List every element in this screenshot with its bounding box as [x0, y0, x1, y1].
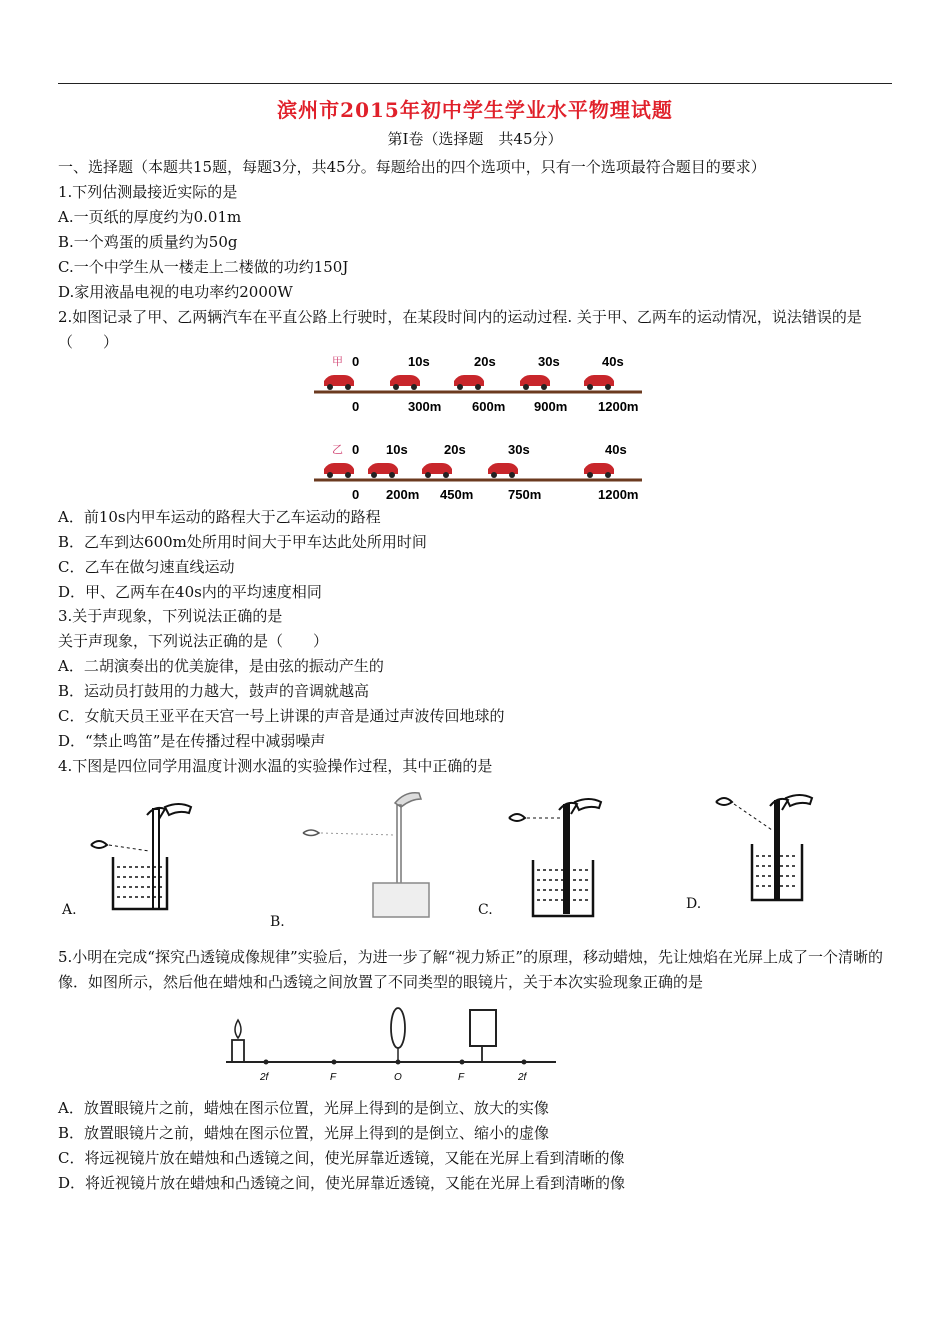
car-b-dist-4: 1200m [598, 487, 639, 502]
car-a-time-1: 10s [408, 354, 430, 369]
axis-label-f-left: F [330, 1072, 337, 1083]
screen-icon [470, 1010, 496, 1046]
q3-stem-repeat: 关于声现象，下列说法正确的是（ ） [58, 632, 329, 650]
q5-stem: 5.小明在完成“探究凸透镜成像规律”实验后，为进一步了解“视力矫正”的原理，移动蜡烛，先让烛焰在光屏上成了一个清晰的像．如图所示，然后他在蜡烛和凸透镜之间放置了不同类型的眼镜片，关于本次实验现象正确的是 [58, 948, 883, 991]
car-b-track [314, 442, 642, 502]
q4-label-a: A. [62, 902, 77, 918]
q5-option-a: A．放置眼镜片之前，蜡烛在图示位置，光屏上得到的是倒立、放大的实像 [58, 1099, 549, 1117]
car-a-dist-0: 0 [352, 399, 360, 414]
q5-lens-figure [222, 1006, 562, 1092]
q1-option-b: B.一个鸡蛋的质量约为50g [58, 233, 238, 251]
car-b-dist-1: 200m [386, 487, 420, 502]
q2-stem: 2.如图记录了甲、乙两辆汽车在平直公路上行驶时，在某段时间内的运动过程. 关于甲、乙两车的运动情况，说法错误的是（ ） [58, 308, 862, 351]
q4-thermometer-d [712, 790, 832, 910]
car-a-time-3: 30s [538, 354, 560, 369]
car-b-time-2: 20s [444, 442, 466, 457]
car-a-cars [324, 375, 614, 390]
q2-option-d: D．甲、乙两车在40s内的平均速度相同 [58, 583, 322, 601]
q2-option-c: C．乙车在做匀速直线运动 [58, 558, 235, 576]
q2-car-motion-figure [312, 350, 647, 502]
axis-label-o: O [394, 1072, 402, 1083]
q4-label-c: C. [478, 902, 493, 918]
axis-label-2f-left: 2f [260, 1072, 269, 1083]
car-a-dist-2: 600m [472, 399, 506, 414]
axis-label-f-right: F [458, 1072, 465, 1083]
page-title: 滨州市2015年初中学生学业水平物理试题 [277, 98, 673, 122]
q2-option-a: A．前10s内甲车运动的路程大于乙车运动的路程 [58, 508, 381, 526]
q3-option-c: C．女航天员王亚平在天宫一号上讲课的声音是通过声波传回地球的 [58, 707, 505, 725]
q3-stem: 3.关于声现象，下列说法正确的是 [58, 607, 283, 625]
q3-option-d: D．“禁止鸣笛”是在传播过程中减弱噪声 [58, 732, 326, 750]
car-a-time-0: 0 [352, 354, 360, 369]
q3-option-b: B．运动员打鼓用的力越大，鼓声的音调就越高 [58, 682, 370, 700]
car-b-cars [324, 463, 614, 478]
q4-thermometer-a [85, 795, 205, 915]
car-a-time-2: 20s [474, 354, 496, 369]
axis-label-2f-right: 2f [518, 1072, 527, 1083]
lens-icon [391, 1008, 405, 1048]
q1-stem: 1.下列估测最接近实际的是 [58, 183, 238, 201]
q4-label-b: B. [270, 914, 285, 930]
q5-option-b: B．放置眼镜片之前，蜡烛在图示位置，光屏上得到的是倒立、缩小的虚像 [58, 1124, 550, 1142]
q4-thermometer-c [505, 790, 625, 920]
car-b-label: 乙 [332, 444, 343, 456]
q4-thermometer-b [295, 785, 455, 920]
q1-option-a: A.一页纸的厚度约为0.01m [58, 208, 242, 226]
candle-icon [232, 1040, 244, 1062]
q3-option-a: A．二胡演奏出的优美旋律，是由弦的振动产生的 [58, 657, 384, 675]
car-b-time-4: 40s [605, 442, 627, 457]
car-b-dist-2: 450m [440, 487, 474, 502]
page-subtitle: 第Ⅰ卷（选择题 共45分） [387, 130, 563, 148]
q1-option-d: D.家用液晶电视的电功率约2000W [58, 283, 293, 301]
car-b-dist-0: 0 [352, 487, 360, 502]
q2-option-b: B．乙车到达600m处所用时间大于甲车达此处所用时间 [58, 533, 427, 551]
car-b-time-3: 30s [508, 442, 530, 457]
car-b-time-0: 0 [352, 442, 360, 457]
q4-label-d: D. [686, 896, 702, 912]
q1-option-c: C.一个中学生从一楼走上二楼做的功约150J [58, 258, 349, 276]
car-b-dist-3: 750m [508, 487, 542, 502]
header-rule [58, 83, 892, 84]
section-heading: 一、选择题（本题共15题，每题3分，共45分。每题给出的四个选项中，只有一个选项最符合题目的要求） [58, 158, 766, 176]
flame-icon [235, 1020, 241, 1038]
car-a-track [314, 354, 642, 414]
car-a-dist-3: 900m [534, 399, 568, 414]
car-a-dist-1: 300m [408, 399, 442, 414]
q5-option-d: D．将近视镜片放在蜡烛和凸透镜之间，使光屏靠近透镜，又能在光屏上看到清晰的像 [58, 1174, 626, 1192]
car-a-label: 甲 [332, 356, 343, 368]
q4-stem: 4.下图是四位同学用温度计测水温的实验操作过程，其中正确的是 [58, 757, 493, 775]
car-b-time-1: 10s [386, 442, 408, 457]
q5-option-c: C．将远视镜片放在蜡烛和凸透镜之间，使光屏靠近透镜，又能在光屏上看到清晰的像 [58, 1149, 625, 1167]
car-a-dist-4: 1200m [598, 399, 639, 414]
car-a-time-4: 40s [602, 354, 624, 369]
